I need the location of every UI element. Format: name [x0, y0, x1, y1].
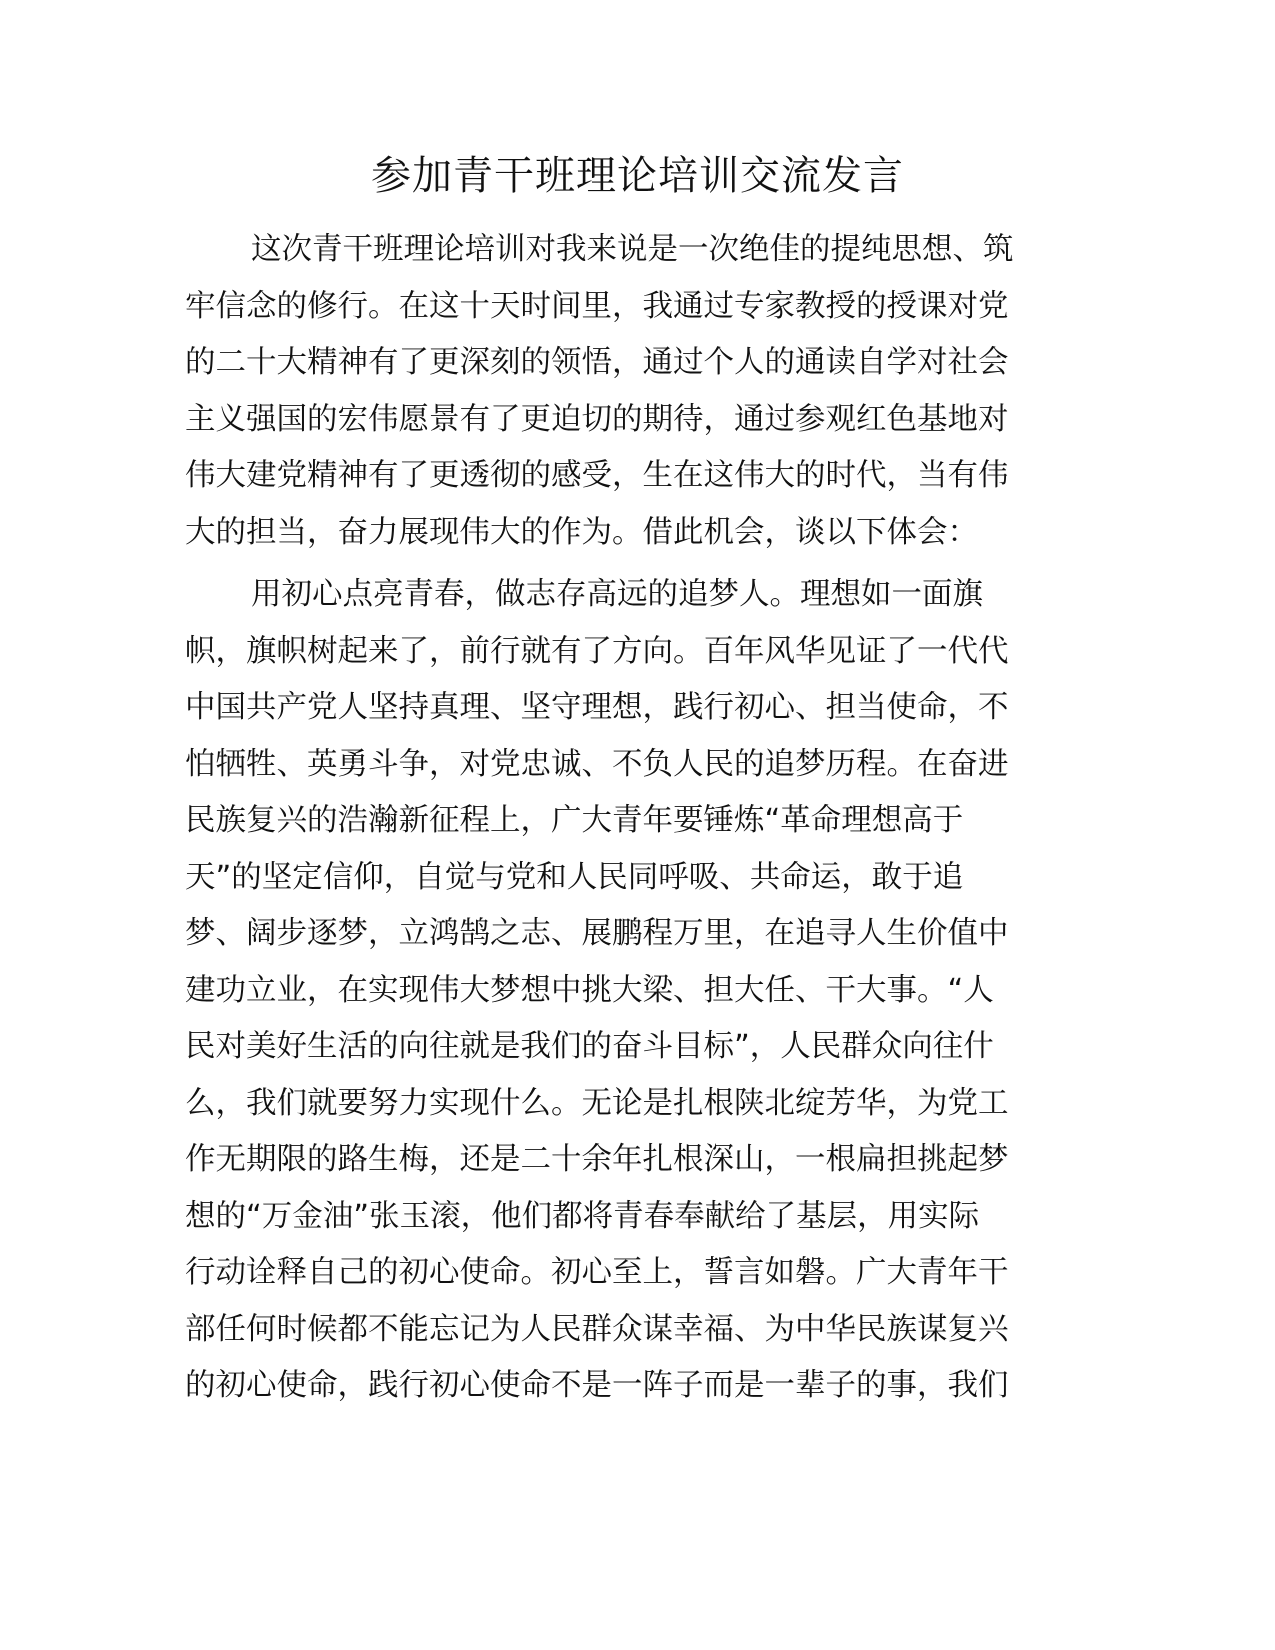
- paragraph-line: 伟大建党精神有了更透彻的感受，生在这伟大的时代，当有伟: [185, 458, 1009, 493]
- paragraph-line: 建功立业，在实现伟大梦想中挑大梁、担大任、干大事。“人: [185, 972, 994, 1008]
- paragraph-line: 主义强国的宏伟愿景有了更迫切的期待，通过参观红色基地对: [185, 401, 1009, 437]
- document-title: 参加青干班理论培训交流发言: [371, 153, 904, 199]
- paragraph-line: 民族复兴的浩瀚新征程上，广大青年要锤炼“革命理想高于: [185, 803, 964, 838]
- paragraph-line: 用初心点亮青春，做志存高远的追梦人。理想如一面旗: [251, 577, 983, 612]
- paragraph-2: [185, 567, 1075, 1415]
- paragraph-line: 梦、阔步逐梦，立鸿鹄之志、展鹏程万里，在追寻人生价值中: [185, 916, 1009, 951]
- paragraph-line: 大的担当，奋力展现伟大的作为。借此机会，谈以下体会：: [185, 514, 978, 550]
- paragraph-line: 的初心使命，践行初心使命不是一阵子而是一辈子的事，我们: [185, 1368, 1009, 1403]
- paragraph-line: 行动诠释自己的初心使命。初心至上，誓言如磐。广大青年干: [185, 1255, 1009, 1290]
- paragraph-line: 这次青干班理论培训对我来说是一次绝佳的提纯思想、筑: [251, 232, 1014, 267]
- paragraph-line: 作无期限的路生梅，还是二十余年扎根深山，一根扁担挑起梦: [185, 1142, 1009, 1177]
- paragraph-line: 民对美好生活的向往就是我们的奋斗目标”，人民群众向往什: [185, 1029, 994, 1064]
- paragraph-line: 中国共产党人坚持真理、坚守理想，践行初心、担当使命，不: [185, 690, 1009, 725]
- paragraph-line: 帜，旗帜树起来了，前行就有了方向。百年风华见证了一代代: [185, 633, 1009, 669]
- paragraph-line: 部任何时候都不能忘记为人民群众谋幸福、为中华民族谋复兴: [185, 1311, 1009, 1347]
- paragraph-line: 么，我们就要努力实现什么。无论是扎根陕北绽芳华，为党工: [185, 1085, 1009, 1121]
- paragraph-line: 的二十大精神有了更深刻的领悟，通过个人的通读自学对社会: [185, 345, 1009, 380]
- paragraph-line: 想的“万金油”张玉滚，他们都将青春奉献给了基层，用实际: [185, 1198, 980, 1234]
- document-body: [185, 222, 1075, 1421]
- paragraph-line: 怕牺牲、英勇斗争，对党忠诚、不负人民的追梦历程。在奋进: [185, 746, 1009, 782]
- paragraph-line: 牢信念的修行。在这十天时间里，我通过专家教授的授课对党: [185, 288, 1009, 324]
- paragraph-1: [185, 222, 1075, 561]
- paragraph-line: 天”的坚定信仰，自觉与党和人民同呼吸、共命运，敢于追: [185, 859, 964, 895]
